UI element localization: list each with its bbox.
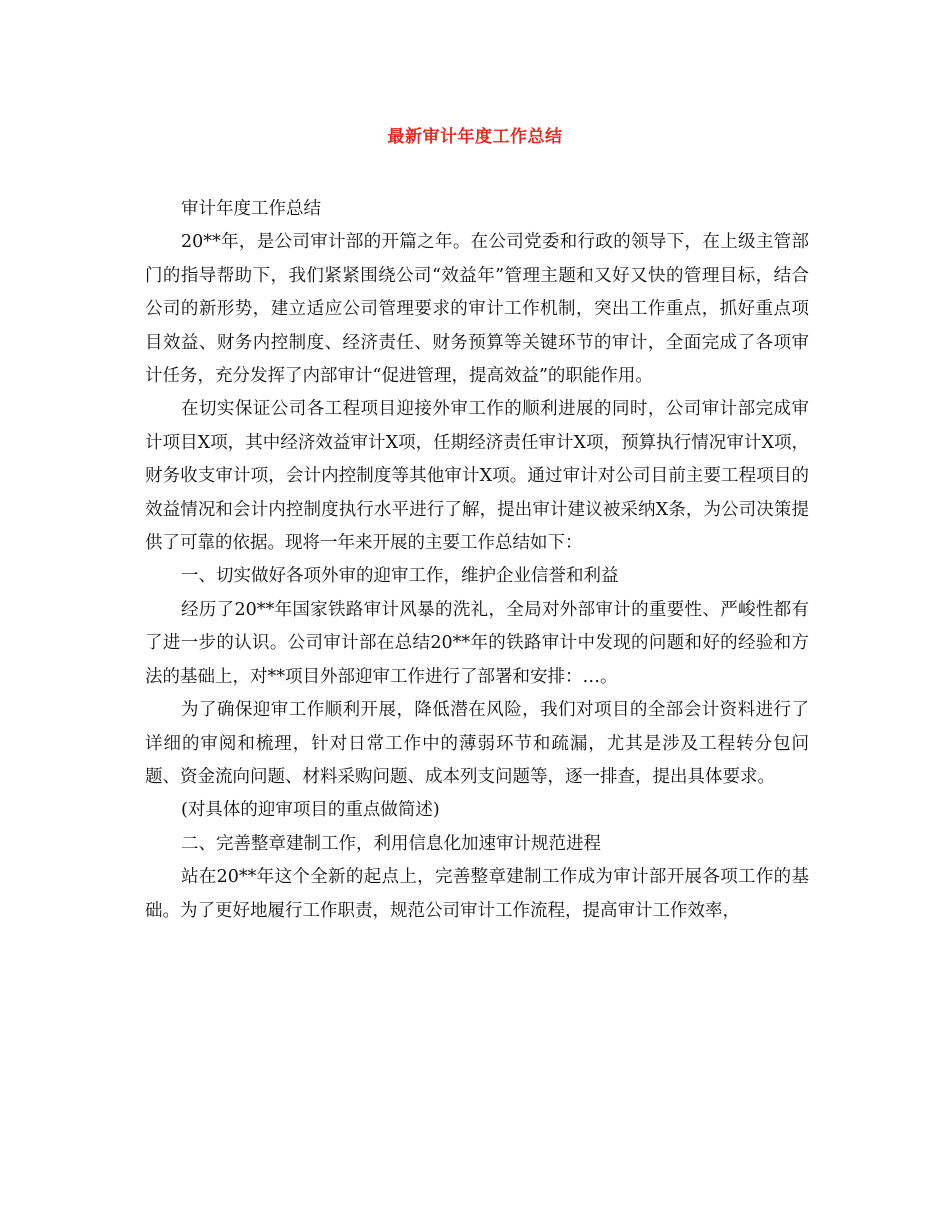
paragraph: 经历了20**年国家铁路审计风暴的洗礼，全局对外部审计的重要性、严峻性都有了进一步的认识。公司审计部在总结20**年的铁路审计中发现的问题和好的经验和方法的基础上，对**项目外部迎审工作进行了部署和安排：…。 (145, 599, 809, 687)
paragraph: 为了确保迎审工作顺利开展，降低潜在风险，我们对项目的全部会计资料进行了详细的审阅和梳理，针对日常工作中的薄弱环节和疏漏，尤其是涉及工程转分包问题、资金流向问题、材料采购问题、成本列支问题等，逐一排查，提出具体要求。 (145, 700, 809, 787)
paragraph-subtitle: 审计年度工作总结 (181, 199, 321, 219)
paragraph: 在切实保证公司各工程项目迎接外审工作的顺利进展的同时，公司审计部完成审计项目X项，其中经济效益审计X项，任期经济责任审计X项，预算执行情况审计X项，财务收支审计项，会计内控制度等其他审计X项。通过审计对公司目前主要工程项目的效益情况和会计内控制度执行水平进行了解，提出审计建议被采纳X条，为公司决策提供了可靠的依据。现将一年来开展的主要工作总结如下： (145, 399, 809, 554)
paragraph: 站在20**年这个全新的起点上，完善整章建制工作成为审计部开展各项工作的基础。为了更好地履行工作职责，规范公司审计工作流程，提高审计工作效率， (145, 867, 809, 921)
paragraph: 20**年，是公司审计部的开篇之年。在公司党委和行政的领导下，在上级主管部门的指导帮助下，我们紧紧围绕公司“效益年”管理主题和又好又快的管理目标，结合公司的新形势，建立适应公司管理要求的审计工作机制，突出工作重点，抓好重点项目效益、财务内控制度、经济责任、财务预算等关键环节的审计，全面完成了各项审计任务，充分发挥了内部审计“促进管理，提高效益”的职能作用。 (145, 232, 809, 387)
section-heading: 二、完善整章建制工作，利用信息化加速审计规范进程 (181, 833, 601, 854)
document-title: 最新审计年度工作总结 (387, 127, 563, 147)
paragraph-note: (对具体的迎审项目的重点做简述) (181, 800, 440, 821)
document-body (145, 193, 809, 928)
section-heading: 一、切实做好各项外审的迎审工作，维护企业信誉和利益 (181, 566, 619, 587)
